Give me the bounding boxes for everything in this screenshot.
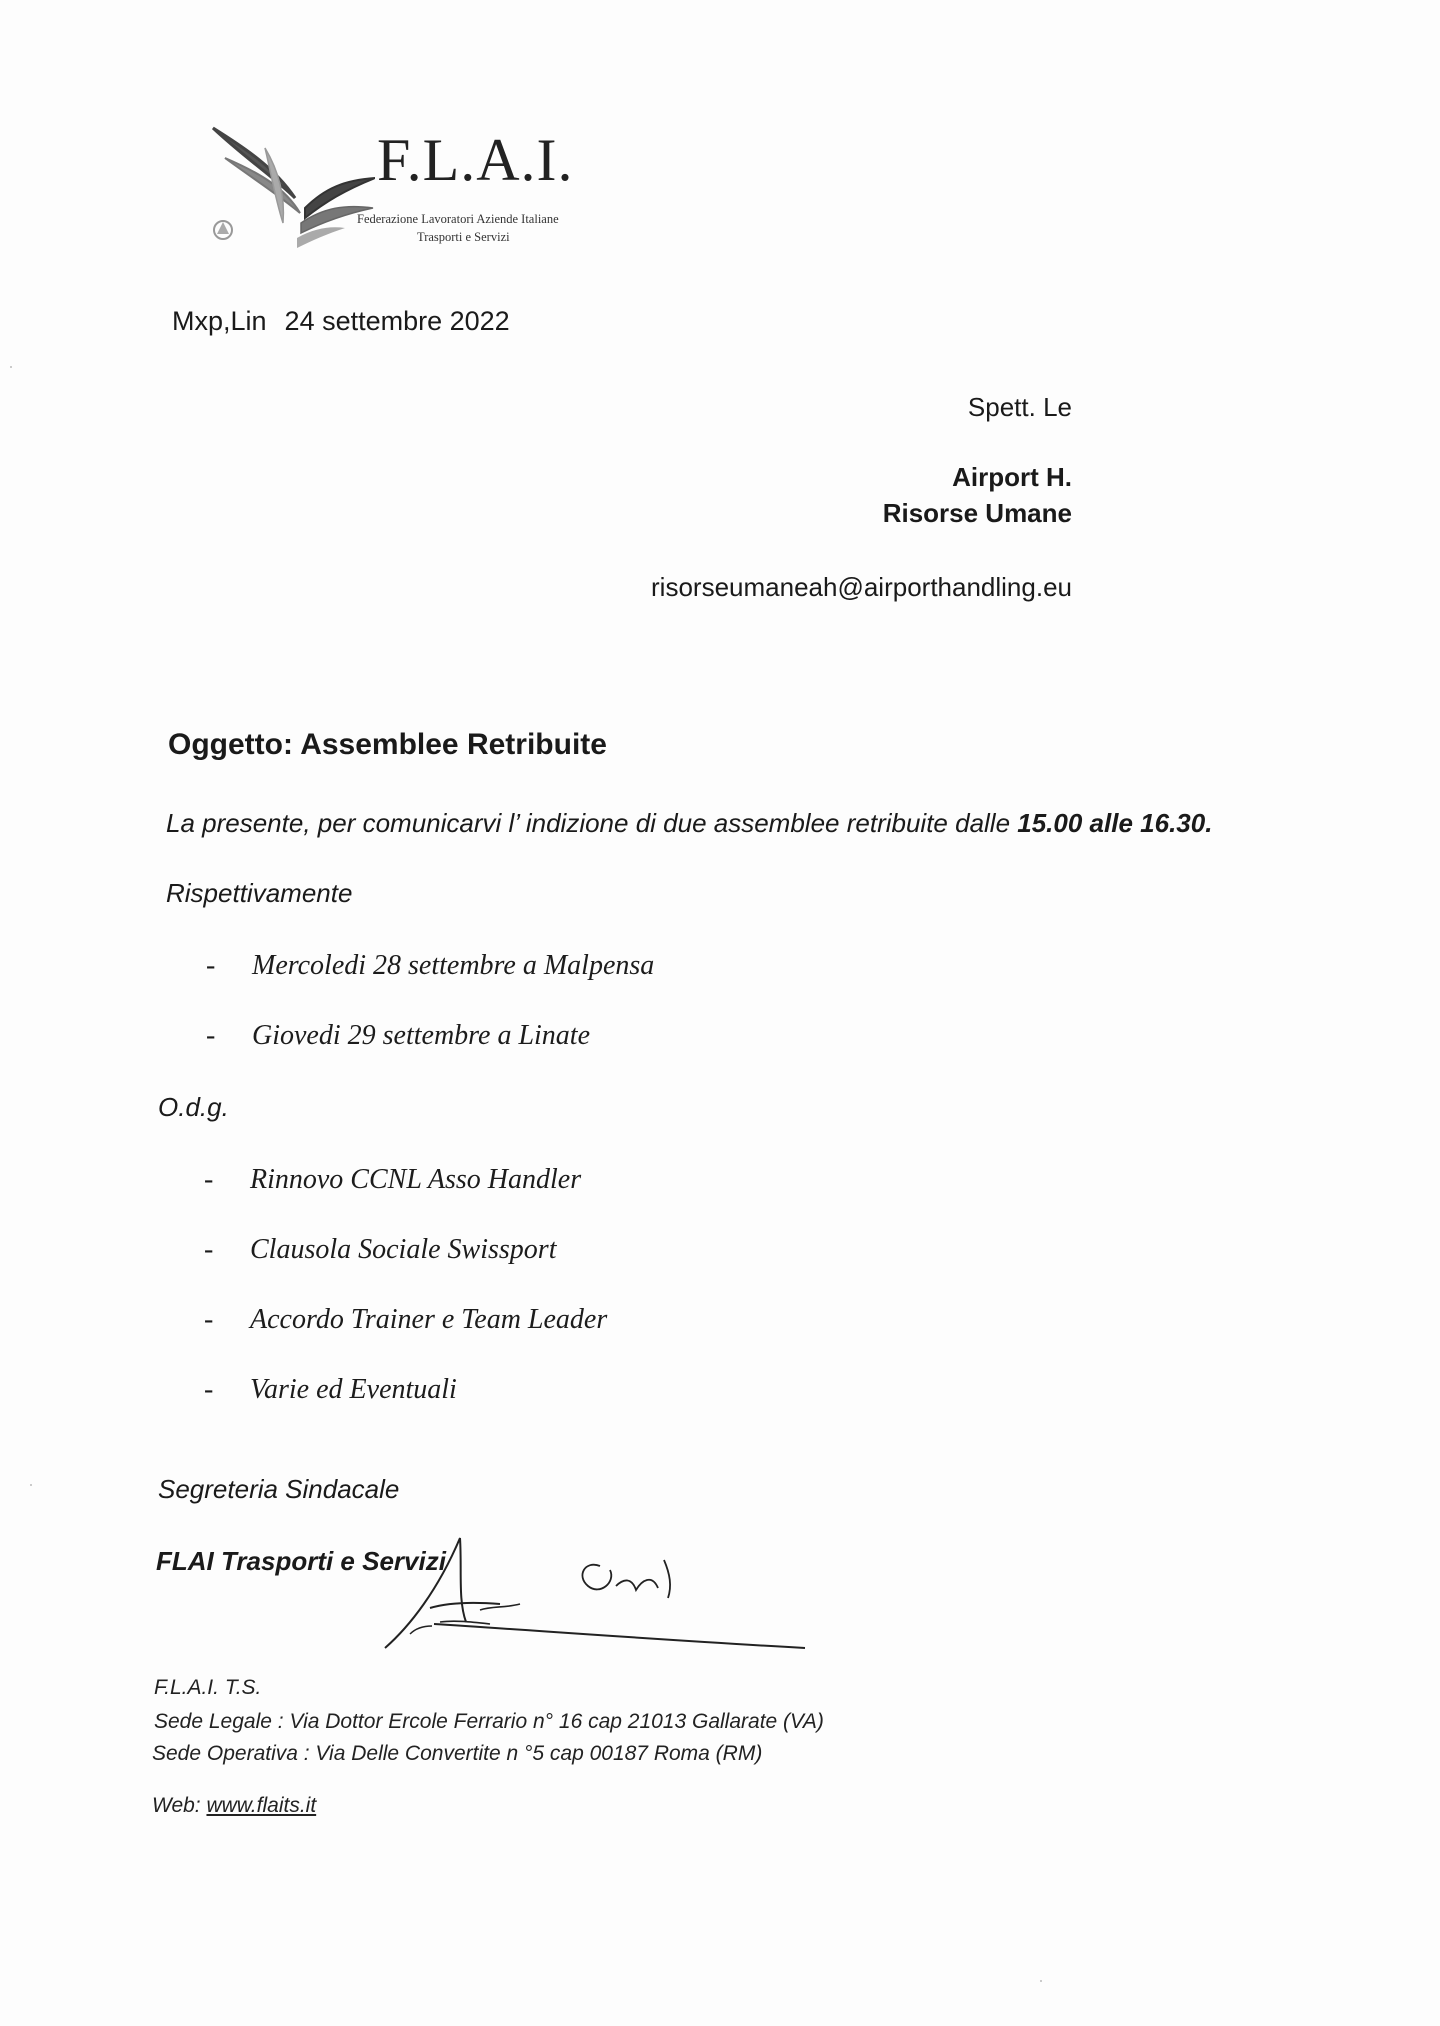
subject-line: Oggetto: Assemblee Retribuite: [168, 728, 607, 761]
agenda-item-varie: Varie ed Eventuali: [250, 1374, 457, 1405]
footer-legal-seat: Sede Legale : Via Dottor Ercole Ferrario n° 16 cap 21013 Gallarate (VA): [154, 1710, 824, 1733]
footer-web-link[interactable]: www.flaits.it: [206, 1794, 317, 1817]
recipient-email: risorseumaneah@airporthandling.eu: [651, 572, 1072, 602]
agenda-item-clausola: Clausola Sociale Swissport: [250, 1234, 557, 1265]
bullet-dash: -: [204, 1374, 214, 1405]
scan-speck: [30, 1484, 32, 1486]
logo-subtitle-line2: Trasporti e Servizi: [417, 230, 510, 244]
date-line: [172, 306, 510, 337]
agenda-item-ccnl: Rinnovo CCNL Asso Handler: [250, 1164, 582, 1195]
recipient-greeting: Spett. Le: [967, 392, 1072, 422]
intro-text: La presente, per comunicarvi l’ indizione di due assemblee retribuite dalle: [166, 808, 1018, 838]
bullet-dash: -: [206, 1020, 216, 1051]
footer-org-name: F.L.A.I. T.S.: [154, 1676, 262, 1699]
letter-date: 24 settembre 2022: [284, 306, 510, 336]
respectively-label: Rispettivamente: [166, 878, 353, 908]
scan-speck: [10, 366, 12, 368]
footer-web: [152, 1794, 316, 1818]
logo-subtitle-line1: Federazione Lavoratori Aziende Italiane: [357, 212, 559, 226]
agenda-label: O.d.g.: [158, 1092, 229, 1122]
flai-logo: [205, 118, 605, 258]
agenda-item-accordo: Accordo Trainer e Team Leader: [250, 1304, 608, 1335]
bullet-dash: -: [206, 950, 216, 981]
wings-emblem-icon: [205, 118, 375, 258]
meeting-hours: 15.00 alle 16.30.: [1017, 808, 1213, 838]
bullet-dash: -: [204, 1304, 214, 1335]
intro-paragraph: [166, 808, 1212, 839]
logo-title: F.L.A.I.: [377, 127, 574, 193]
bullet-dash: -: [204, 1234, 214, 1265]
meeting-linate: Giovedi 29 settembre a Linate: [252, 1020, 591, 1051]
signoff-organization: FLAI Trasporti e Servizi: [156, 1546, 446, 1576]
footer-operating-seat: Sede Operativa : Via Delle Convertite n °5 cap 00187 Roma (RM): [152, 1742, 763, 1765]
recipient-department: Risorse Umane: [882, 498, 1072, 528]
meeting-malpensa: Mercoledi 28 settembre a Malpensa: [252, 950, 655, 981]
place: Mxp,Lin: [172, 306, 267, 336]
handwritten-signature: [380, 1530, 840, 1670]
footer-web-label: Web:: [152, 1794, 207, 1817]
signoff-office: Segreteria Sindacale: [158, 1474, 400, 1504]
recipient-company: Airport H.: [952, 462, 1072, 492]
bullet-dash: -: [204, 1164, 214, 1195]
scan-speck: [1040, 1980, 1042, 1982]
